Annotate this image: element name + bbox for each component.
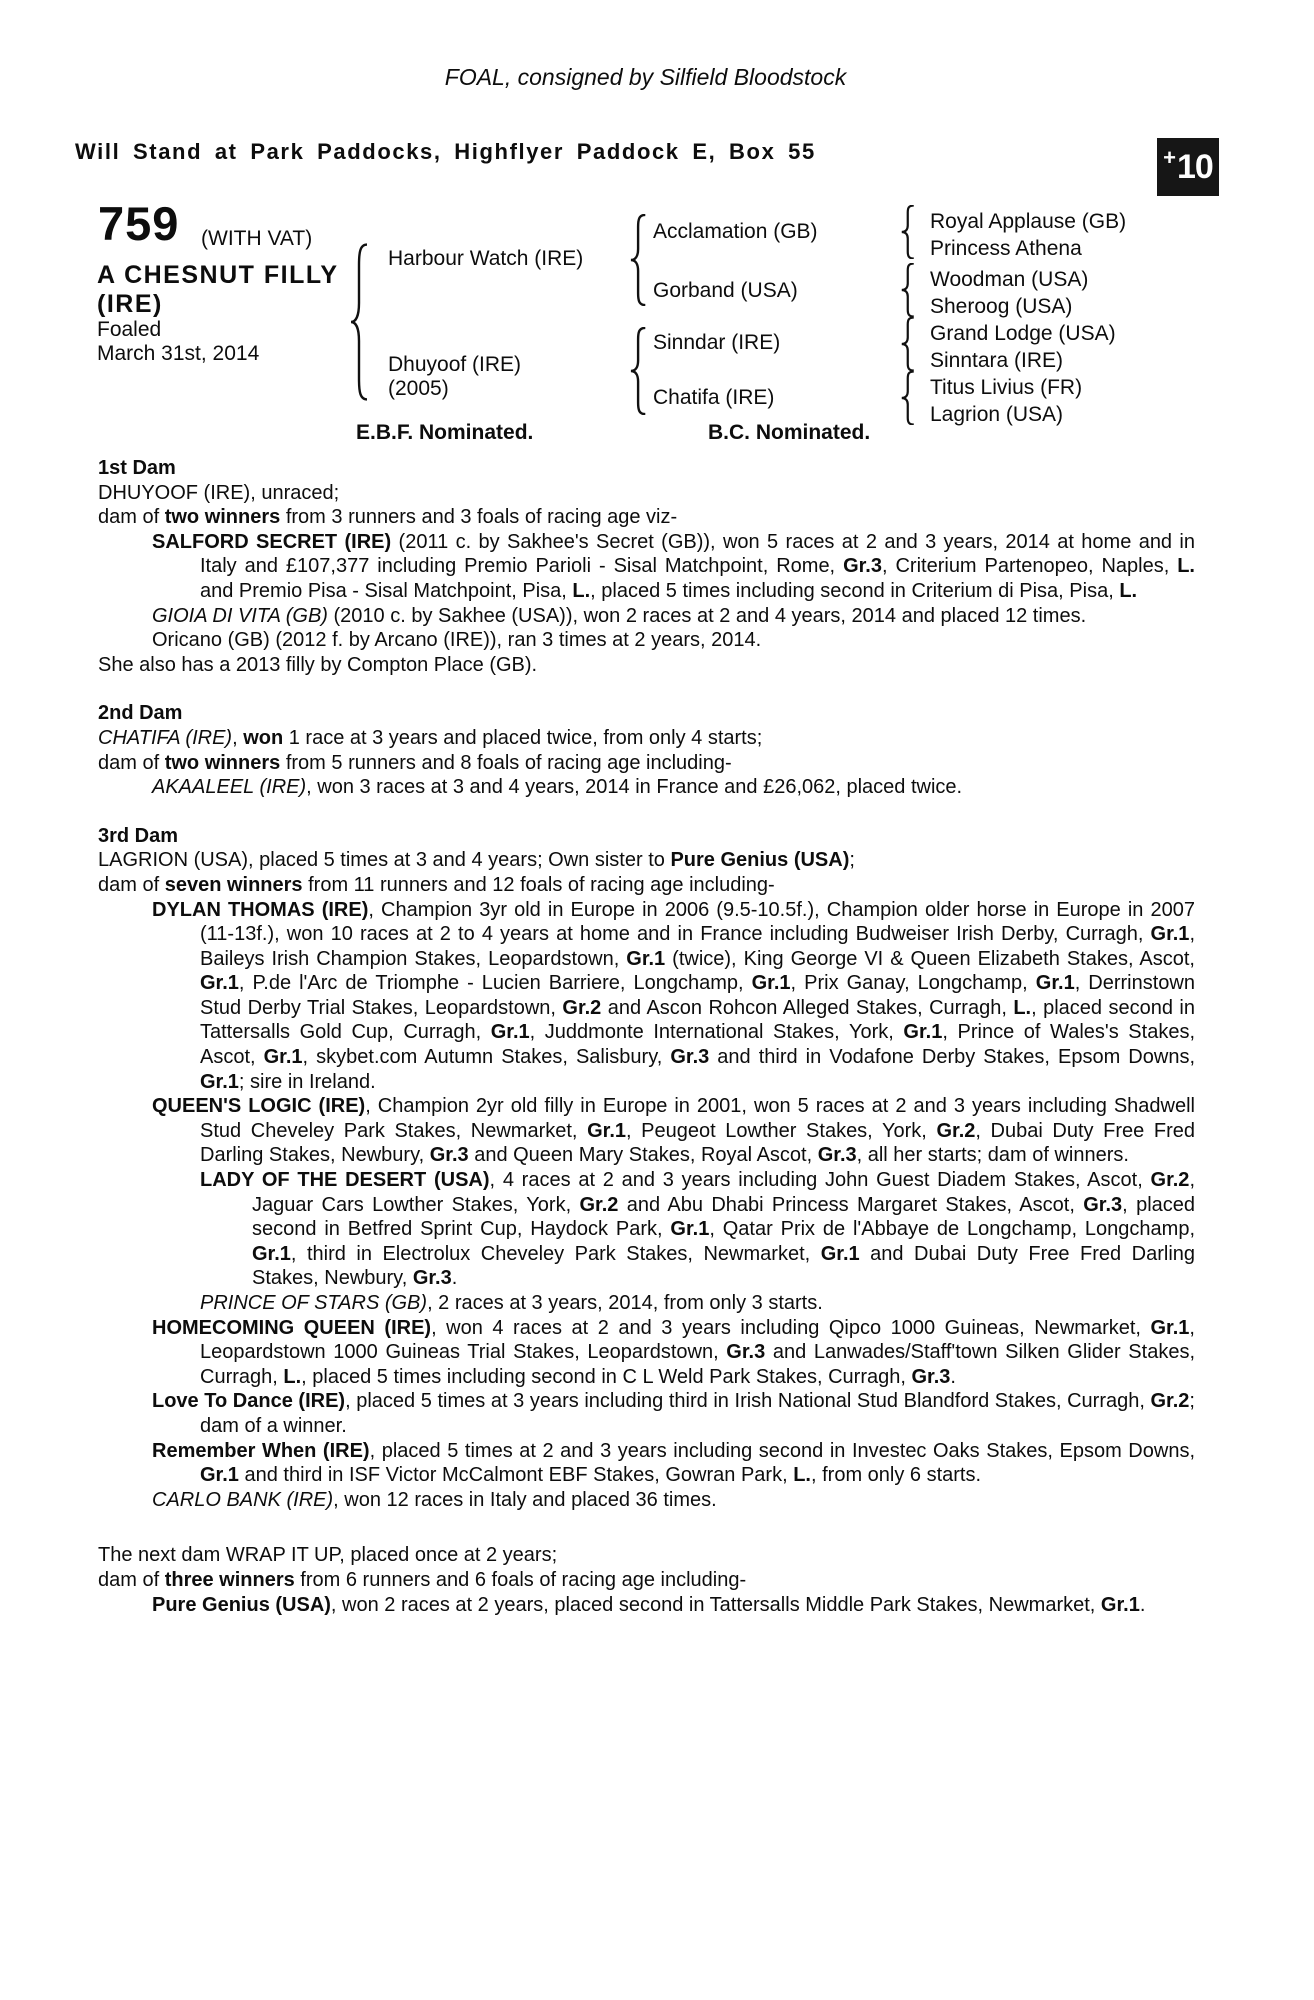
body-paragraph: dam of seven winners from 11 runners and 12 foals of racing age including- xyxy=(98,873,775,896)
pedigree-sire: Harbour Watch (IRE) xyxy=(388,247,584,270)
pedigree-g3-name: Woodman (USA) xyxy=(930,268,1089,291)
lot-number: 759 xyxy=(98,197,180,250)
bc-nomination: B.C. Nominated. xyxy=(708,421,871,444)
dam-section xyxy=(98,701,1195,799)
pedigree-brace-main xyxy=(350,243,370,401)
pedigree-g3-name: Princess Athena xyxy=(930,237,1082,260)
body-paragraph: AKAALEEL (IRE), won 3 races at 3 and 4 years, 2014 in France and £26,062, placed twice. xyxy=(152,776,963,799)
body-paragraph: Pure Genius (USA), won 2 races at 2 years, placed second in Tattersalls Middle Park Stakes, Newmarket, Gr.1. xyxy=(152,1593,1146,1616)
body-paragraph: LADY OF THE DESERT (USA), 4 races at 2 and 3 years including John Guest Diadem Stakes, Ascot, Gr.2, Jaguar Cars Lowther Stakes, York, Gr.2 and Abu Dhabi Princess Margaret Stakes, Ascot, Gr.3, placed second in Betfred Sprint Cup, Haydock Park, Gr.1, Qatar Prix de l'Abbaye de Longchamp, Longchamp, Gr.1, third in Electrolux Cheveley Park Stakes, Newmarket, Gr.1 and Dubai Duty Free Fred Darling Stakes, Newbury, Gr.3. xyxy=(200,1169,1196,1290)
pedigree-dam: Dhuyoof (IRE) xyxy=(388,353,522,376)
pedigree-brace-g3-4 xyxy=(901,371,916,425)
dam-section xyxy=(98,456,1195,677)
foaled-date: March 31st, 2014 xyxy=(97,342,260,365)
plus-icon: + xyxy=(1163,145,1177,170)
pedigree-g3-name: Sheroog (USA) xyxy=(930,295,1073,318)
body-paragraph: CHATIFA (IRE), won 1 race at 3 years and placed twice, from only 4 starts; xyxy=(98,726,763,749)
pedigree-brace-sire xyxy=(630,214,648,306)
body-paragraph: Remember When (IRE), placed 5 times at 2 and 3 years including second in Investec Oaks Stakes, Epsom Downs, Gr.1 and third in ISF Victor McCalmont EBF Stakes, Gowran Park, L., from only 6 starts. xyxy=(152,1439,1195,1487)
pedigree-g3-name: Royal Applause (GB) xyxy=(930,210,1127,233)
pedigree-dam-dam: Chatifa (IRE) xyxy=(653,386,775,409)
dam-section xyxy=(98,824,1195,1513)
pedigree-sire-sire: Acclamation (GB) xyxy=(653,220,818,243)
pedigree-dam-year: (2005) xyxy=(388,377,449,400)
body-paragraph: SALFORD SECRET (IRE) (2011 c. by Sakhee's Secret (GB)), won 5 races at 2 and 3 years, 2014 at home and in Italy and £107,377 including Premio Parioli - Sisal Matchpoint, Rome, Gr.3, Criterium Partenopeo, Naples, L. and Premio Pisa - Sisal Matchpoint, Pisa, L., placed 5 times including second in Criterium di Pisa, Pisa, L. xyxy=(152,530,1195,602)
body-paragraph: LAGRION (USA), placed 5 times at 3 and 4 years; Own sister to Pure Genius (USA); xyxy=(98,849,855,872)
body-paragraph: dam of two winners from 3 runners and 3 foals of racing age viz- xyxy=(98,506,678,529)
plus10-number: 10 xyxy=(1177,147,1213,186)
body-paragraph: PRINCE OF STARS (GB), 2 races at 3 years, 2014, from only 3 starts. xyxy=(200,1292,823,1314)
pedigree-brace-dam xyxy=(630,327,648,415)
section-heading: 3rd Dam xyxy=(98,824,179,847)
body-paragraph: CARLO BANK (IRE), won 12 races in Italy and placed 36 times. xyxy=(152,1488,717,1511)
body-paragraph: dam of three winners from 6 runners and 6 foals of racing age including- xyxy=(98,1568,747,1591)
pedigree-g3-name: Sinntara (IRE) xyxy=(930,349,1064,372)
body-paragraph: DHUYOOF (IRE), unraced; xyxy=(98,481,340,504)
pedigree-dam-sire: Sinndar (IRE) xyxy=(653,331,781,354)
body-paragraph: The next dam WRAP IT UP, placed once at 2 years; xyxy=(98,1544,558,1567)
section-heading: 1st Dam xyxy=(98,457,176,479)
section-heading: 2nd Dam xyxy=(98,702,183,725)
horse-country-suffix: (IRE) xyxy=(97,290,163,318)
vat-note: (WITH VAT) xyxy=(201,227,313,250)
body-paragraph: dam of two winners from 5 runners and 8 foals of racing age including- xyxy=(98,751,732,774)
stand-location-line: Will Stand at Park Paddocks, Highflyer Paddock E, Box 55 xyxy=(75,139,816,164)
plus10-badge xyxy=(1157,138,1219,196)
body-paragraph: GIOIA DI VITA (GB) (2010 c. by Sakhee (USA)), won 2 races at 2 and 4 years, 2014 and placed 12 times. xyxy=(152,604,1087,627)
ebf-nomination: E.B.F. Nominated. xyxy=(356,421,534,444)
pedigree-g3-name: Grand Lodge (USA) xyxy=(930,322,1116,345)
pedigree-brace-g3-3 xyxy=(901,317,916,371)
pedigree-sire-dam: Gorband (USA) xyxy=(653,279,798,302)
body-paragraph: She also has a 2013 filly by Compton Place (GB). xyxy=(98,653,538,676)
horse-description: A CHESNUT FILLY xyxy=(97,261,339,289)
page-title: FOAL, consigned by Silfield Bloodstock xyxy=(444,64,847,90)
body-paragraph: QUEEN'S LOGIC (IRE), Champion 2yr old filly in Europe in 2001, won 5 races at 2 and 3 years including Shadwell Stud Cheveley Park Stakes, Newmarket, Gr.1, Peugeot Lowther Stakes, York, Gr.2, Dubai Duty Free Fred Darling Stakes, Newbury, Gr.3 and Queen Mary Stakes, Royal Ascot, Gr.3, all her starts; dam of winners. xyxy=(152,1095,1195,1167)
dam-section xyxy=(98,1543,1195,1617)
pedigree-brace-g3-2 xyxy=(901,263,916,317)
body-paragraph: Love To Dance (IRE), placed 5 times at 3 years including third in Irish National Stud Blandford Stakes, Curragh, Gr.2; dam of a winner. xyxy=(152,1390,1195,1437)
foaled-label: Foaled xyxy=(97,318,162,341)
pedigree-brace-g3-1 xyxy=(901,205,916,259)
pedigree-g3-name: Titus Livius (FR) xyxy=(930,376,1083,399)
body-paragraph: DYLAN THOMAS (IRE), Champion 3yr old in Europe in 2006 (9.5-10.5f.), Champion older horse in Europe in 2007 (11-13f.), won 10 races at 2 to 4 years at home and in France including Budweiser Irish Derby, Curragh, Gr.1, Baileys Irish Champion Stakes, Leopardstown, Gr.1 (twice), King George VI & Queen Elizabeth Stakes, Ascot, Gr.1, P.de l'Arc de Triomphe - Lucien Barriere, Longchamp, Gr.1, Prix Ganay, Longchamp, Gr.1, Derrinstown Stud Derby Trial Stakes, Leopardstown, Gr.2 and Ascon Rohcon Alleged Stakes, Curragh, L., placed second in Tattersalls Gold Cup, Curragh, Gr.1, Juddmonte International Stakes, York, Gr.1, Prince of Wales's Stakes, Ascot, Gr.1, skybet.com Autumn Stakes, Salisbury, Gr.3 and third in Vodafone Derby Stakes, Epsom Downs, Gr.1; sire in Ireland. xyxy=(152,898,1196,1093)
body-paragraph: Oricano (GB) (2012 f. by Arcano (IRE)), ran 3 times at 2 years, 2014. xyxy=(152,629,762,652)
body-paragraph: HOMECOMING QUEEN (IRE), won 4 races at 2 and 3 years including Qipco 1000 Guineas, Newmarket, Gr.1, Leopardstown 1000 Guineas Trial Stakes, Leopardstown, Gr.3 and Lanwades/Staff'town Silken Glider Stakes, Curragh, L., placed 5 times including second in C L Weld Park Stakes, Curragh, Gr.3. xyxy=(152,1316,1195,1388)
catalog-body xyxy=(98,456,1195,1617)
pedigree-g3-name: Lagrion (USA) xyxy=(930,403,1064,426)
